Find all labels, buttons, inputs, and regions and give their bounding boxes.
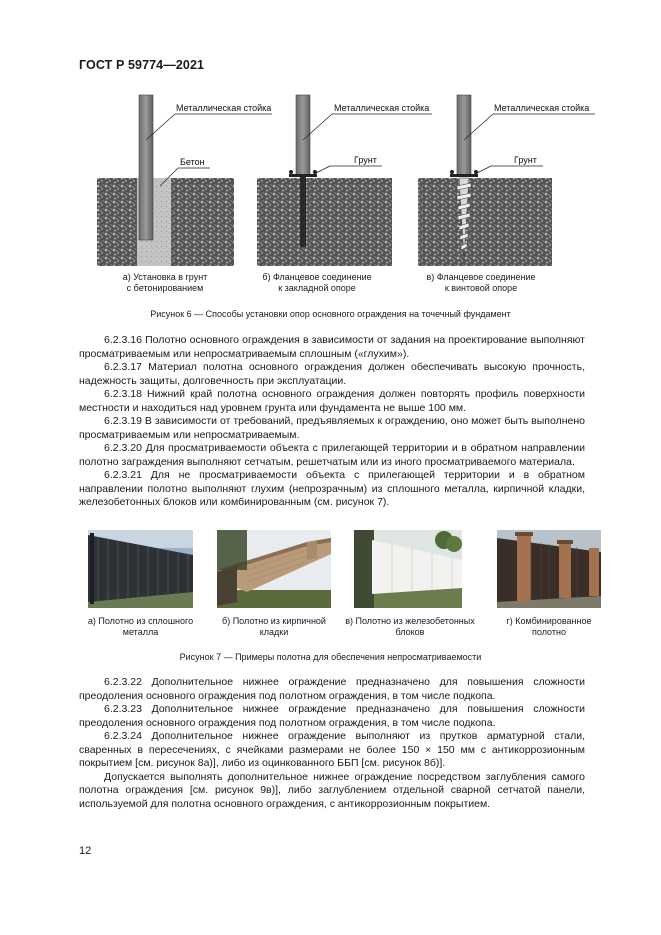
photo-concrete: [354, 530, 462, 608]
soil-block-c: [418, 178, 552, 266]
paragraph: 6.2.3.19 В зависимости от требований, предъявляемых к ограждению, оно может быть выполнено просматриваемым или непросматриваемым.: [79, 415, 585, 441]
photo-brick: [217, 530, 331, 608]
photo-combined: [497, 530, 601, 608]
caption-6a: [80, 272, 250, 294]
paragraph: 6.2.3.23 Дополнительное нижнее ограждение предназначено для повышения сложности преодоления основного ограждения под полотном ограждения, в том числе подкопа.: [79, 703, 585, 729]
paragraph: Допускается выполнять дополнительное нижнее ограждение посредством заглубления самого полотна ограждения [см. рисунок 9в)], либо заглублением отдельной сварной сетчатой панели, используемой для полотна основного ограждения, с антикоррозионным покрытием.: [79, 770, 585, 810]
caption-6c-line2: к винтовой опоре: [444, 283, 518, 293]
caption-7d-line2: полотно: [532, 627, 566, 637]
paragraph: 6.2.3.24 Дополнительное нижнее ограждение выполняют из прутков арматурной стали, сваренных в пересечениях, с ячейками размерами не более 150 × 150 мм с антикоррозионным покрытием [см. рисунок 8а)], либо из оцинкованного ББП [см. рисунок 8б)].: [79, 730, 585, 769]
caption-7a: [80, 616, 201, 638]
caption-7b-line2: кладки: [259, 627, 289, 637]
caption-7c-line1: в) Полотно из железобетонных: [345, 616, 475, 626]
caption-6b: [232, 272, 402, 294]
figure-7: [0, 530, 661, 670]
paragraph: 6.2.3.20 Для просматриваемости объекта с прилегающей территории и в обратном направлении полотно заграждения выполняют сетчатым, решетчатым или из иного просматриваемого материала.: [79, 442, 585, 468]
panel-a: [97, 95, 272, 266]
figure-6: [0, 0, 661, 340]
post-a: [139, 95, 153, 240]
post-c: [457, 95, 471, 175]
panel-c: [418, 95, 595, 266]
figure-7-title: Рисунок 7 — Примеры полотна для обеспечения непросматриваемости: [179, 652, 482, 662]
panel-b: [257, 95, 432, 266]
caption-6b-line2: к закладной опоре: [278, 283, 356, 293]
text-block-b: [79, 676, 585, 811]
paragraph: 6.2.3.21 Для не просматриваемости объекта с прилегающей территории и в обратном направлении полотно выполняют глухим (непрозрачным) из сплошного металла, кирпичной кладки, железобетонных блоков или комбинированным (см. рисунок 7).: [79, 469, 585, 508]
caption-7d: [490, 616, 608, 638]
page-number: 12: [79, 845, 92, 857]
embedded-support: [300, 177, 306, 247]
figure-6-title: Рисунок 6 — Способы установки опор основного ограждения на точечный фундамент: [150, 309, 511, 319]
caption-7d-line1: г) Комбинированное: [506, 616, 592, 626]
document-header: ГОСТ Р 59774—2021: [79, 58, 205, 72]
caption-7a-line2: металла: [122, 627, 159, 637]
caption-6a-line2: с бетонированием: [126, 283, 204, 293]
caption-7c: [340, 616, 480, 638]
paragraph: 6.2.3.22 Дополнительное нижнее ограждение предназначено для повышения сложности преодоления основного ограждения под полотном ограждения, в том числе подкопа.: [79, 676, 585, 702]
caption-7b-line1: б) Полотно из кирпичной: [222, 616, 326, 626]
label-post-c: Металлическая стойка: [494, 103, 590, 113]
caption-6b-line1: б) Фланцевое соединение: [262, 272, 372, 282]
label-concrete: Бетон: [180, 157, 205, 167]
label-soil-c: Грунт: [514, 155, 537, 165]
caption-6a-line1: а) Установка в грунт: [122, 272, 208, 282]
soil-block-b: [257, 178, 392, 266]
caption-7a-line1: а) Полотно из сплошного: [87, 616, 194, 626]
caption-6c: [396, 272, 566, 294]
paragraph: 6.2.3.18 Нижний край полотна основного ограждения должен повторять профиль поверхности местности и находиться над уровнем грунта или фундамента не выше 100 мм.: [79, 388, 585, 414]
photo-solid-metal: [88, 530, 193, 608]
caption-7b: [210, 616, 338, 638]
label-soil-b: Грунт: [354, 155, 377, 165]
post-b: [296, 95, 310, 175]
paragraph: 6.2.3.17 Материал полотна основного ограждения должен обеспечивать высокую прочность, надежность защиты, долговечность при эксплуатации.: [79, 361, 585, 387]
text-block-a: [79, 334, 585, 510]
paragraph: 6.2.3.16 Полотно основного ограждения в зависимости от задания на проектирование выполняют просматриваемым или непросматриваемым сплошным («глухим»).: [79, 334, 585, 360]
caption-7c-line2: блоков: [395, 627, 425, 637]
caption-6c-line1: в) Фланцевое соединение: [426, 272, 536, 282]
label-post-a: Металлическая стойка: [176, 103, 272, 113]
label-post-b: Металлическая стойка: [334, 103, 430, 113]
